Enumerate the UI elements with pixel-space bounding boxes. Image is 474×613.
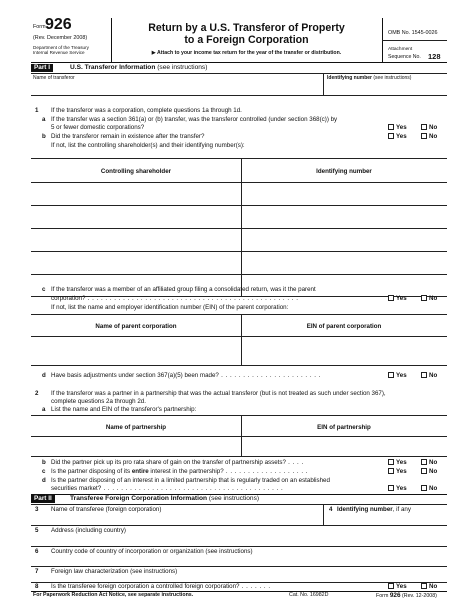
parent-table-bottom [31, 365, 447, 366]
q1a-line1: If the transfer was a section 361(a) or (b) transfer, was the transferor controlled (under section 368(c)) by [51, 116, 338, 123]
q1c-yes[interactable] [388, 295, 407, 302]
q4-text-post: , if any [392, 506, 411, 513]
id-label-note: (see instructions) [373, 75, 412, 81]
q1b-yes[interactable] [388, 133, 407, 140]
q6-text: Country code of country of incorporation or organization (see instructions) [51, 548, 253, 555]
transferor-name-field[interactable] [33, 81, 321, 94]
q2c-letter: c [42, 468, 46, 475]
q2d-no-checkbox[interactable] [421, 485, 427, 491]
q1b-note: If not, list the controlling shareholder(s) and their identifying number(s): [51, 142, 245, 149]
part2-title-note: (see instructions) [208, 495, 260, 502]
q6-number: 6 [35, 548, 39, 555]
q2c-yes[interactable] [388, 468, 407, 475]
q1b-no[interactable] [421, 133, 437, 140]
q1a-yes[interactable] [388, 124, 407, 131]
form-title-line1: Return by a U.S. Transferor of Property [148, 22, 345, 34]
q1a-yes-label: Yes [396, 124, 407, 131]
part1-title-note: (see instructions) [157, 64, 208, 71]
footer-form-word: Form [376, 593, 389, 599]
q3-q4-divider [323, 504, 324, 525]
q2c-yes-label: Yes [396, 468, 407, 475]
q1-text: If the transferor was a corporation, complete questions 1a through 1d. [51, 107, 242, 114]
partnership-ein-col-header: EIN of partnership [317, 424, 371, 431]
q1d-leader-dots: . . . . . . . . . . . . . . . . . . . . . . . [218, 372, 321, 379]
q2b-letter: b [42, 459, 46, 466]
q2-line2: complete questions 2a through 2d. [51, 398, 146, 405]
q2-line1: If the transferor was a partner in a partnership that was the actual transferor (but is not treated as such under section 367), [51, 390, 386, 397]
q1c-no-checkbox[interactable] [421, 295, 427, 301]
q1a-letter: a [42, 116, 46, 123]
q1c-no[interactable] [421, 295, 437, 302]
q4-number: 4 [329, 506, 333, 513]
parent-header-rule [31, 336, 447, 337]
q1c-line2 [51, 295, 298, 303]
catalog-number: Cat. No. 16982D [289, 592, 329, 598]
shareholder-row-rule [31, 205, 447, 206]
q1d-yes[interactable] [388, 372, 407, 379]
q2d-letter: d [42, 477, 46, 484]
shareholder-table-divider [241, 158, 242, 296]
form-number: 926 [45, 16, 72, 33]
parent-ein-col-header: EIN of parent corporation [306, 323, 382, 330]
q6-row-rule [31, 566, 447, 567]
q1d-no-checkbox[interactable] [421, 372, 427, 378]
q1c-yes-label: Yes [396, 295, 407, 302]
q1d-no[interactable] [421, 372, 437, 379]
q1b-yes-label: Yes [396, 133, 407, 140]
q1b-letter: b [42, 133, 46, 140]
q1b-yes-checkbox[interactable] [388, 133, 394, 139]
q2c-text-post: interest in the partnership? [148, 468, 224, 475]
q5-number: 5 [35, 527, 39, 534]
q8-yes-label: Yes [396, 583, 407, 590]
paperwork-notice: For Paperwork Reduction Act Notice, see separate instructions. [33, 592, 194, 598]
q2d-no[interactable] [421, 485, 437, 492]
q1d-letter: d [42, 372, 46, 379]
partnership-table-bottom [31, 456, 447, 457]
q8-yes-checkbox[interactable] [388, 583, 394, 589]
q8-no-label: No [429, 583, 438, 590]
q2b-yes-label: Yes [396, 459, 407, 466]
q1-number: 1 [35, 107, 39, 114]
parent-name-col-header: Name of parent corporation [95, 323, 177, 330]
shareholder-row-rule [31, 228, 447, 229]
transferee-address-field[interactable] [33, 535, 446, 545]
q2b-no-checkbox[interactable] [421, 459, 427, 465]
department-text: Department of the Treasury [33, 45, 89, 50]
q1b-no-checkbox[interactable] [421, 133, 427, 139]
transferor-id-field[interactable] [326, 81, 446, 94]
q1c-no-label: No [429, 295, 438, 302]
footer-form-id [376, 592, 437, 599]
q2b-yes[interactable] [388, 459, 407, 466]
part1-title [70, 64, 207, 71]
foreign-law-field[interactable] [33, 575, 446, 582]
name-id-divider [323, 73, 324, 95]
shareholder-row-rule [31, 251, 447, 252]
omb-divider [382, 40, 447, 41]
q5-text: Address (including country) [51, 527, 126, 534]
q2c-no[interactable] [421, 468, 437, 475]
q2c-no-checkbox[interactable] [421, 468, 427, 474]
q2d-line2-text: securities market? [51, 485, 102, 492]
q2a-letter: a [42, 406, 46, 413]
shareholder-row-rule [31, 182, 447, 183]
q1d-no-label: No [429, 372, 438, 379]
parent-table-divider [241, 314, 242, 365]
q8-yes[interactable] [388, 583, 407, 590]
q2c-leader-dots: . . . . . . . . . . . . . . . . . . . [223, 468, 308, 475]
q8-number: 8 [35, 583, 39, 590]
part2-title [70, 495, 259, 502]
q1c-leader-dots: . . . . . . . . . . . . . . . . . . . . . . . . . . . . . . . . . . . . . . . . . . . . . . . . [85, 295, 299, 302]
footer-revision: (Rev. 12-2008) [402, 593, 437, 599]
q7-text: Foreign law characterization (see instructions) [51, 568, 178, 575]
q2b-no[interactable] [421, 459, 437, 466]
q8-no-checkbox[interactable] [421, 583, 427, 589]
q8-text [51, 583, 271, 591]
q1c-note: If not, list the name and employer identification number (EIN) of the parent corporation: [51, 304, 289, 311]
q8-leader-dots: . . . . . . . [239, 583, 271, 590]
q1d-yes-checkbox[interactable] [388, 372, 394, 378]
q3-number: 3 [35, 506, 39, 513]
form-title-line2: to a Foreign Corporation [184, 34, 309, 46]
form-word: Form [33, 24, 46, 30]
q2a-text: List the name and EIN of the transferor's partnership: [51, 406, 197, 413]
part1-title-text: U.S. Transferor Information [70, 64, 156, 71]
q1c-letter: c [42, 286, 46, 293]
q8-text-content: Is the transferee foreign corporation a controlled foreign corporation? [51, 583, 240, 590]
q2b-no-label: No [429, 459, 438, 466]
q2d-yes-label: Yes [396, 485, 407, 492]
q2b-text-content: Did the partner pick up its pro rata share of gain on the transfer of partnership assets? [51, 459, 286, 466]
q4-text-bold: Identifying number [337, 506, 393, 513]
transferee-id-field[interactable] [326, 514, 446, 524]
q3-row-rule [31, 525, 447, 526]
form-revision: (Rev. December 2008) [33, 35, 88, 41]
part2-title-text: Transferee Foreign Corporation Information [70, 495, 208, 502]
q2c-yes-checkbox[interactable] [388, 468, 394, 474]
q2b-leader-dots: . . . . [285, 459, 304, 466]
q2c-text [51, 468, 308, 476]
q4-text [337, 506, 411, 514]
q2d-line1: Is the partner disposing of an interest in a limited partnership that is regularly traded on an established [51, 477, 330, 484]
form-926-page [31, 16, 447, 599]
q2d-no-label: No [429, 485, 438, 492]
id-label-bold: Identifying number [327, 75, 372, 81]
q1a-no[interactable] [421, 124, 437, 131]
q2c-no-label: No [429, 468, 438, 475]
header-bottom-rule [31, 62, 447, 63]
part1-title-rule [31, 73, 447, 74]
q1b-no-label: No [429, 133, 438, 140]
sequence-label: Sequence No. [388, 54, 421, 60]
transferee-name-field[interactable] [33, 514, 321, 524]
q2-number: 2 [35, 390, 39, 397]
country-code-field[interactable] [33, 556, 446, 566]
transferor-name-label: Name of transferor [33, 75, 75, 81]
attachment-label: Attachment [388, 47, 413, 52]
irs-text: Internal Revenue Service [33, 50, 85, 55]
partnership-header-rule [31, 436, 447, 437]
q1b-text: Did the transferor remain in existence after the transfer? [51, 133, 205, 140]
name-row-rule [31, 95, 447, 96]
q5-row-rule [31, 546, 447, 547]
q1c-yes-checkbox[interactable] [388, 295, 394, 301]
part1-label: Part I [31, 64, 53, 72]
shareholder-table-top [31, 158, 447, 159]
q1a-yes-checkbox[interactable] [388, 124, 394, 130]
q7-number: 7 [35, 568, 39, 575]
shareholder-id-col-header: Identifying number [316, 168, 372, 175]
q1c-line2-text: corporation? [51, 295, 86, 302]
partnership-name-col-header: Name of partnership [105, 424, 167, 431]
q2d-yes[interactable] [388, 485, 407, 492]
attach-note: ▶ Attach to your income tax return for the year of the transfer or distribution. [151, 50, 342, 56]
parent-table-top [31, 314, 447, 315]
part2-label: Part II [31, 495, 55, 503]
q2d-yes-checkbox[interactable] [388, 485, 394, 491]
sequence-number: 128 [428, 52, 441, 61]
q2c-text-pre: Is the partner disposing of its [51, 468, 132, 475]
part2-title-rule [31, 504, 447, 505]
q2d-line2 [51, 485, 283, 493]
q1c-line1: If the transferor was a member of an affiliated group filing a consolidated return, was it the parent [51, 286, 316, 293]
q2c-text-bold: entire [131, 468, 149, 475]
q1d-text [51, 372, 321, 380]
shareholder-row-rule [31, 274, 447, 275]
q8-no[interactable] [421, 583, 437, 590]
q3-text: Name of transferee (foreign corporation) [51, 506, 162, 513]
footer-form-number: 926 [389, 592, 401, 599]
q1a-line2: 5 or fewer domestic corporations? [51, 124, 145, 131]
q2b-text [51, 459, 304, 467]
q1a-no-checkbox[interactable] [421, 124, 427, 130]
omb-number: OMB No. 1545-0026 [388, 30, 438, 36]
q1a-no-label: No [429, 124, 438, 131]
partnership-table-top [31, 415, 447, 416]
q2b-yes-checkbox[interactable] [388, 459, 394, 465]
shareholder-col-header: Controlling shareholder [100, 168, 172, 175]
q2d-leader-dots: . . . . . . . . . . . . . . . . . . . . . . . . . . . . . . . . . . . . . . . . . [101, 485, 284, 492]
q1d-text-content: Have basis adjustments under section 367(a)(5) been made? [51, 372, 219, 379]
q1d-yes-label: Yes [396, 372, 407, 379]
